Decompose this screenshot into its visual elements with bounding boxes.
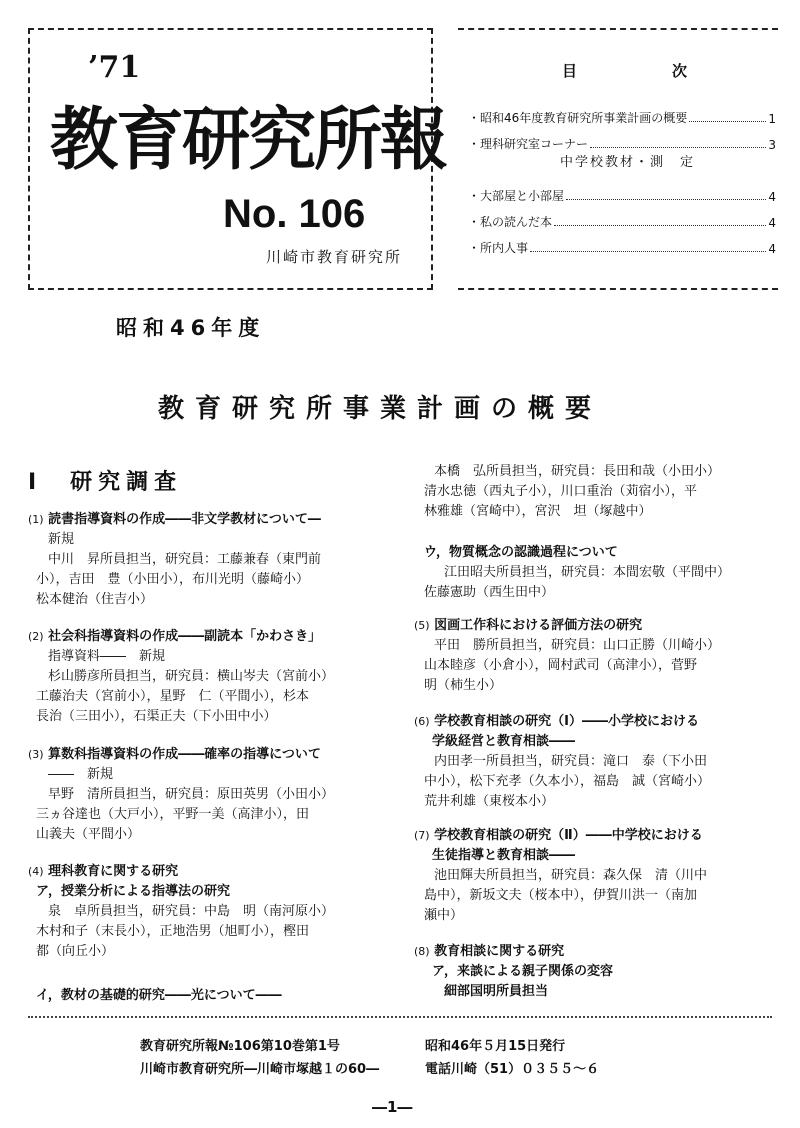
research-item-4-sub: [36, 986, 400, 1006]
item-line: 江田昭夫所員担当，研究員：本間宏敬（平間中）: [444, 565, 731, 580]
footer-phone: 電話川崎（51）０３５５～６: [425, 1062, 600, 1077]
item-line: 瀬中）: [424, 908, 464, 923]
toc-leader: [566, 199, 766, 200]
item-line: 山義夫（平間小）: [36, 827, 141, 842]
research-item-7: [414, 826, 776, 926]
toc-item: [468, 178, 776, 204]
item-heading: 学校教育相談の研究（Ⅰ）――小学校における: [434, 714, 699, 729]
item-line: 山本睦彦（小倉小），岡村武司（高津小），菅野: [424, 658, 698, 673]
item-number: (8): [414, 945, 430, 958]
toc-title: 目 次: [562, 62, 728, 80]
item-line: 本橋 弘所員担当，研究員：長田和哉（小田小）: [434, 464, 721, 479]
toc-item: [468, 204, 776, 230]
research-item-1: [28, 510, 400, 610]
research-item-5: [414, 616, 776, 696]
item-line: 荒井利雄（東桜本小）: [424, 794, 555, 809]
section-heading: Ⅰ 研究調査: [28, 470, 183, 495]
toc-item-text: ・理科研究室コーナー: [468, 137, 589, 151]
toc-item: [468, 230, 776, 256]
item-line: 長治（三田小），石渠正夫（下小田中小）: [36, 709, 277, 724]
research-item-4-cont: [414, 462, 776, 522]
item-number: (1): [28, 513, 44, 526]
item-subheading: ア，授業分析による指導法の研究: [36, 884, 230, 899]
item-line: 清水忠徳（西丸子小），川口重治（苅宿小），平: [424, 484, 698, 499]
toc-item-page: 3: [768, 138, 776, 152]
footer-date: 昭和46年５月15日発行: [425, 1039, 566, 1054]
journal-title: 教育研究所報: [50, 100, 447, 180]
item-line: 学級経営と教育相談――: [432, 734, 576, 749]
item-line: 早野 清所員担当，研究員：原田英男（小田小）: [48, 787, 335, 802]
footer-divider: [28, 1016, 772, 1018]
toc-item-text: ・所内人事: [468, 241, 529, 255]
toc-item-page: 4: [768, 216, 776, 230]
issue-number: No. 106: [223, 192, 366, 236]
toc-item-page: 4: [768, 190, 776, 204]
item-line: 都（向丘小）: [36, 944, 115, 959]
research-item-2: [28, 627, 400, 727]
item-heading: 算数科指導資料の作成――確率の指導について: [48, 747, 321, 762]
toc-item-text: ・私の読んだ本: [468, 215, 553, 229]
item-line: 指導資料―― 新規: [48, 649, 166, 664]
item-line: 中川 昇所員担当，研究員：工藤兼春（東門前: [48, 552, 322, 567]
page-number: ―1―: [372, 1098, 413, 1116]
item-line: ―― 新規: [48, 767, 114, 782]
page-title: 教育研究所事業計画の概要: [158, 394, 603, 424]
item-number: (2): [28, 630, 44, 643]
toc-item: [468, 126, 776, 152]
toc-list: [468, 100, 776, 256]
item-line: 林雅雄（宮崎中），宮沢 坦（塚越中）: [424, 504, 652, 519]
item-heading: 図画工作科における評価方法の研究: [434, 618, 643, 633]
item-number: (5): [414, 619, 430, 632]
footer-address: 川崎市教育研究所―川崎市塚越１の60―: [140, 1062, 380, 1077]
fiscal-year: 昭和46年度: [116, 316, 266, 340]
item-number: (6): [414, 715, 430, 728]
toc-item: [468, 100, 776, 126]
toc-subtitle: 中学校教材・測 定: [560, 155, 696, 170]
item-line: 島中），新坂文夫（桜本中），伊賀川洪一（南加: [424, 888, 698, 903]
item-line: 松本健治（住吉小）: [36, 592, 154, 607]
item-line: 新規: [48, 532, 75, 547]
item-heading: 学校教育相談の研究（Ⅱ）――中学校における: [434, 828, 703, 843]
item-line: 佐藤憲助（西生田中）: [424, 585, 555, 600]
research-item-8: [414, 942, 776, 1002]
item-number: (4): [28, 865, 44, 878]
item-line: 工藤治夫（宮前小），星野 仁（平間小），杉本: [36, 689, 310, 704]
item-heading: イ，教材の基礎的研究――光について――: [36, 988, 282, 1003]
toc-leader: [590, 147, 766, 148]
item-number: (3): [28, 748, 44, 761]
item-heading: 教育相談に関する研究: [434, 944, 565, 959]
item-line: 小），吉田 豊（小田小），布川光明（藤崎小）: [36, 572, 310, 587]
toc-leader: [554, 225, 766, 226]
research-item-4: [28, 862, 400, 962]
item-line: 泉 卓所員担当，研究員：中島 明（南河原小）: [48, 904, 335, 919]
item-line: 細部国明所員担当: [444, 984, 549, 999]
item-heading: 社会科指導資料の作成――副読本「かわさき」: [48, 629, 322, 644]
toc-item-page: 1: [768, 112, 776, 126]
toc-leader: [530, 251, 766, 252]
item-line: 中小），松下充孝（久本小），福島 誠（宮崎小）: [424, 774, 711, 789]
item-line: 杉山勝彦所員担当，研究員：横山岑夫（宮前小）: [48, 669, 335, 684]
item-heading: 読書指導資料の作成――非文学教材について―: [48, 512, 321, 527]
toc-item-text: ・大部屋と小部屋: [468, 189, 565, 203]
item-line: 三ヵ谷達也（大戸小），平野一美（高津小），田: [36, 807, 310, 822]
research-item-6: [414, 712, 776, 812]
item-heading: ウ，物質概念の認識過程について: [424, 545, 618, 560]
footer-issue-info: 教育研究所報№106第10巻第1号: [140, 1039, 340, 1054]
item-line: 内田孝一所員担当，研究員：滝口 泰（下小田: [434, 754, 708, 769]
toc-leader: [689, 121, 766, 122]
research-item-3: [28, 745, 400, 845]
masthead-year: ’71: [88, 50, 141, 85]
item-line: 明（柿生小）: [424, 678, 503, 693]
item-line: 木村和子（末長小），正地浩男（旭町小），樫田: [36, 924, 310, 939]
research-item-4-u: [424, 543, 776, 603]
item-heading: 理科教育に関する研究: [48, 864, 179, 879]
item-subheading: ア，来談による親子関係の変容: [432, 964, 613, 979]
toc-item-page: 4: [768, 242, 776, 256]
toc-item-text: ・昭和46年度教育研究所事業計画の概要: [468, 111, 688, 125]
item-number: (7): [414, 829, 430, 842]
item-line: 生徒指導と教育相談――: [432, 848, 576, 863]
publisher: 川崎市教育研究所: [266, 248, 403, 266]
item-line: 平田 勝所員担当，研究員：山口正勝（川崎小）: [434, 638, 721, 653]
item-line: 池田輝夫所員担当，研究員：森久保 清（川中: [434, 868, 708, 883]
